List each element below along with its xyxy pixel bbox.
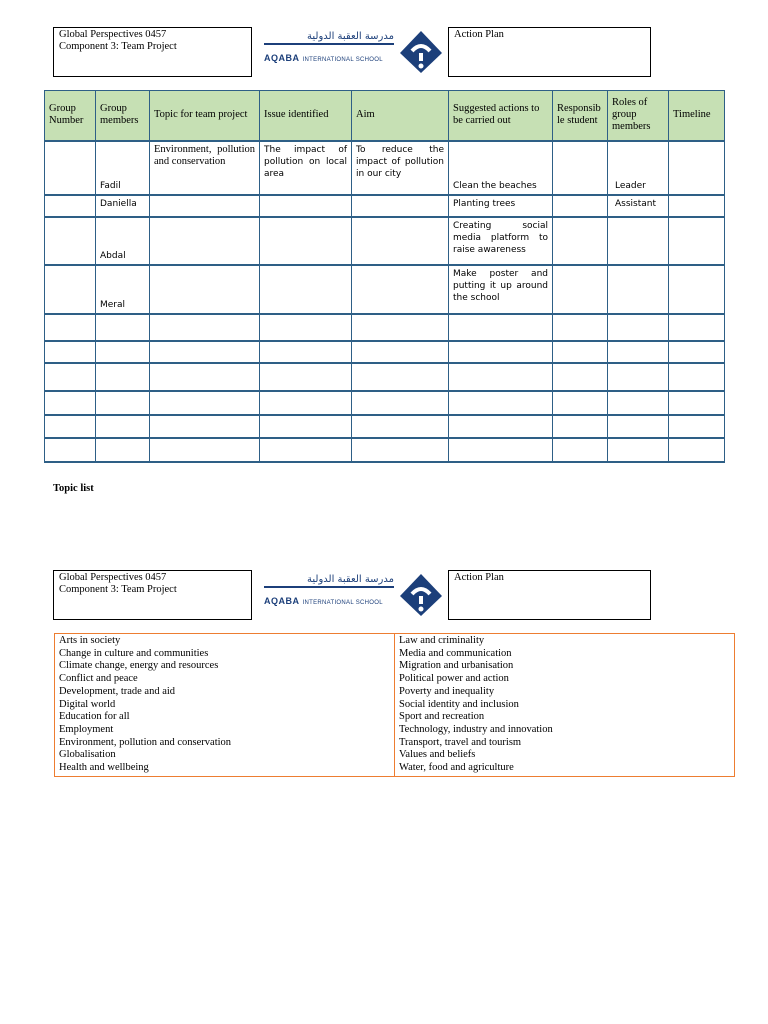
table-cell[interactable]: Clean the beaches — [449, 141, 553, 195]
table-cell[interactable] — [260, 195, 352, 217]
table-cell[interactable]: Leader — [608, 141, 669, 195]
table-cell[interactable] — [96, 438, 150, 462]
table-cell[interactable] — [553, 341, 608, 363]
course-info — [53, 570, 251, 620]
table-cell[interactable] — [45, 415, 96, 438]
table-cell[interactable] — [553, 415, 608, 438]
table-cell[interactable] — [608, 314, 669, 341]
table-cell[interactable] — [150, 415, 260, 438]
table-cell[interactable]: Creating social media platform to raise awareness — [449, 217, 553, 265]
topic-column-left — [55, 634, 395, 777]
school-emblem-icon — [398, 29, 444, 75]
table-row-empty — [45, 341, 725, 363]
topic-item: Transport, travel and tourism — [399, 736, 522, 748]
table-cell[interactable] — [96, 341, 150, 363]
course-title: Global Perspectives 0457 — [59, 29, 167, 40]
table-cell[interactable] — [352, 415, 449, 438]
table-cell[interactable] — [96, 314, 150, 341]
logo-arabic-text: مدرسة العقبة الدولية — [264, 31, 394, 45]
column-header: Issue identified — [260, 91, 352, 141]
table-row — [45, 195, 725, 217]
topic-item: Digital world — [59, 698, 116, 710]
table-cell[interactable] — [669, 314, 725, 341]
component-title: Component 3: Team Project — [59, 584, 177, 595]
table-cell[interactable]: Planting trees — [449, 195, 553, 217]
table-cell[interactable] — [260, 415, 352, 438]
table-cell[interactable] — [150, 438, 260, 462]
table-cell[interactable]: Daniella — [96, 195, 150, 217]
table-cell[interactable] — [260, 217, 352, 265]
topic-list-heading: Topic list — [53, 483, 94, 494]
topic-item: Values and beliefs — [399, 749, 476, 761]
table-cell[interactable] — [449, 341, 553, 363]
table-cell[interactable]: Assistant — [608, 195, 669, 217]
table-row — [45, 141, 725, 195]
topic-item: Globalisation — [59, 749, 116, 761]
topic-list-table — [54, 633, 735, 777]
table-cell[interactable] — [553, 217, 608, 265]
table-row-empty — [45, 363, 725, 391]
table-cell[interactable] — [96, 391, 150, 415]
table-cell[interactable] — [553, 391, 608, 415]
column-header: Aim — [352, 91, 449, 141]
table-cell[interactable] — [669, 265, 725, 314]
logo-english-text: AQABA INTERNATIONAL SCHOOL — [264, 596, 383, 606]
table-cell[interactable]: Abdal — [96, 217, 150, 265]
page-header — [53, 27, 651, 77]
course-info — [53, 27, 251, 77]
table-cell[interactable] — [260, 438, 352, 462]
topic-item: Poverty and inequality — [399, 685, 495, 697]
topic-item: Political power and action — [399, 673, 509, 685]
table-cell[interactable] — [45, 363, 96, 391]
table-cell[interactable] — [260, 265, 352, 314]
table-cell[interactable]: To reduce the impact of pollution in our city — [352, 141, 449, 195]
topic-item: Change in culture and communities — [59, 647, 209, 659]
table-cell[interactable] — [553, 438, 608, 462]
table-cell[interactable] — [352, 195, 449, 217]
table-cell[interactable] — [150, 265, 260, 314]
table-cell[interactable]: Make poster and putting it up around the school — [449, 265, 553, 314]
table-cell[interactable] — [260, 314, 352, 341]
table-cell[interactable]: Environment, pollution and conservation — [150, 141, 260, 195]
topic-item: Law and criminality — [399, 635, 485, 646]
table-cell[interactable] — [352, 217, 449, 265]
table-cell[interactable] — [449, 415, 553, 438]
topic-item: Health and wellbeing — [59, 762, 149, 774]
topic-item: Climate change, energy and resources — [59, 660, 219, 672]
table-cell[interactable] — [150, 217, 260, 265]
table-cell[interactable] — [553, 195, 608, 217]
table-cell[interactable]: Fadil — [96, 141, 150, 195]
table-cell[interactable] — [608, 217, 669, 265]
topic-item: Arts in society — [59, 635, 121, 646]
table-cell[interactable] — [45, 195, 96, 217]
table-cell[interactable] — [553, 363, 608, 391]
table-cell[interactable] — [45, 141, 96, 195]
table-cell[interactable] — [352, 314, 449, 341]
topic-item: Migration and urbanisation — [399, 660, 514, 672]
school-logo — [251, 27, 449, 77]
topic-item: Education for all — [59, 711, 130, 723]
course-title: Global Perspectives 0457 — [59, 572, 167, 583]
column-header: Topic for team project — [150, 91, 260, 141]
table-cell[interactable] — [260, 391, 352, 415]
table-row-empty — [45, 391, 725, 415]
table-cell[interactable] — [669, 341, 725, 363]
table-cell[interactable] — [608, 341, 669, 363]
table-cell[interactable] — [669, 363, 725, 391]
table-cell[interactable] — [449, 391, 553, 415]
topic-item: Employment — [59, 723, 114, 735]
table-header-row — [45, 91, 725, 141]
topic-item: Conflict and peace — [59, 673, 138, 685]
table-cell[interactable] — [669, 195, 725, 217]
table-cell[interactable] — [260, 341, 352, 363]
table-row — [45, 265, 725, 314]
table-cell[interactable] — [352, 363, 449, 391]
table-cell[interactable] — [150, 195, 260, 217]
topic-column-right — [395, 634, 735, 777]
table-cell[interactable] — [45, 341, 96, 363]
column-header: Responsib le student — [553, 91, 608, 141]
column-header: Group Number — [45, 91, 96, 141]
table-cell[interactable] — [45, 391, 96, 415]
page-header — [53, 570, 651, 620]
table-cell[interactable] — [449, 314, 553, 341]
component-title: Component 3: Team Project — [59, 41, 177, 52]
table-cell[interactable] — [96, 415, 150, 438]
topic-item: Water, food and agriculture — [399, 762, 514, 774]
school-emblem-icon — [398, 572, 444, 618]
table-cell[interactable] — [352, 438, 449, 462]
table-cell[interactable] — [352, 341, 449, 363]
table-cell[interactable] — [45, 217, 96, 265]
topic-item: Development, trade and aid — [59, 685, 176, 697]
table-cell[interactable] — [669, 438, 725, 462]
table-cell[interactable] — [449, 438, 553, 462]
table-cell[interactable] — [150, 314, 260, 341]
table-cell[interactable] — [608, 438, 669, 462]
table-cell[interactable] — [150, 363, 260, 391]
table-cell[interactable] — [352, 391, 449, 415]
column-header: Group members — [96, 91, 150, 141]
table-cell[interactable] — [150, 391, 260, 415]
column-header: Suggested actions to be carried out — [449, 91, 553, 141]
document-type: Action Plan — [449, 27, 651, 77]
column-header: Roles of group members — [608, 91, 669, 141]
table-row-empty — [45, 438, 725, 462]
table-cell[interactable] — [669, 391, 725, 415]
table-cell[interactable] — [608, 265, 669, 314]
table-cell[interactable] — [150, 341, 260, 363]
table-cell[interactable] — [553, 141, 608, 195]
table-cell[interactable]: The impact of pollution on local area — [260, 141, 352, 195]
table-row-empty — [45, 415, 725, 438]
table-cell[interactable] — [45, 314, 96, 341]
table-row — [45, 217, 725, 265]
topic-item: Media and communication — [399, 647, 512, 659]
topic-item: Sport and recreation — [399, 711, 485, 723]
table-cell[interactable] — [669, 415, 725, 438]
topic-item: Environment, pollution and conservation — [59, 736, 232, 748]
table-cell[interactable] — [45, 265, 96, 314]
table-row-empty — [45, 314, 725, 341]
table-cell[interactable] — [45, 438, 96, 462]
document-type: Action Plan — [449, 570, 651, 620]
table-cell[interactable] — [553, 265, 608, 314]
table-cell[interactable] — [96, 363, 150, 391]
column-header: Timeline — [669, 91, 725, 141]
table-cell[interactable] — [608, 415, 669, 438]
table-cell[interactable] — [352, 265, 449, 314]
table-cell[interactable] — [260, 363, 352, 391]
table-cell[interactable] — [608, 391, 669, 415]
table-cell[interactable] — [553, 314, 608, 341]
logo-arabic-text: مدرسة العقبة الدولية — [264, 574, 394, 588]
table-cell[interactable]: Meral — [96, 265, 150, 314]
action-plan-table — [44, 90, 725, 463]
topic-item: Technology, industry and innovation — [399, 723, 553, 735]
table-cell[interactable] — [669, 217, 725, 265]
table-cell[interactable] — [608, 363, 669, 391]
logo-english-text: AQABA INTERNATIONAL SCHOOL — [264, 53, 383, 63]
school-logo — [251, 570, 449, 620]
topic-item: Social identity and inclusion — [399, 698, 519, 710]
table-cell[interactable] — [669, 141, 725, 195]
table-cell[interactable] — [449, 363, 553, 391]
